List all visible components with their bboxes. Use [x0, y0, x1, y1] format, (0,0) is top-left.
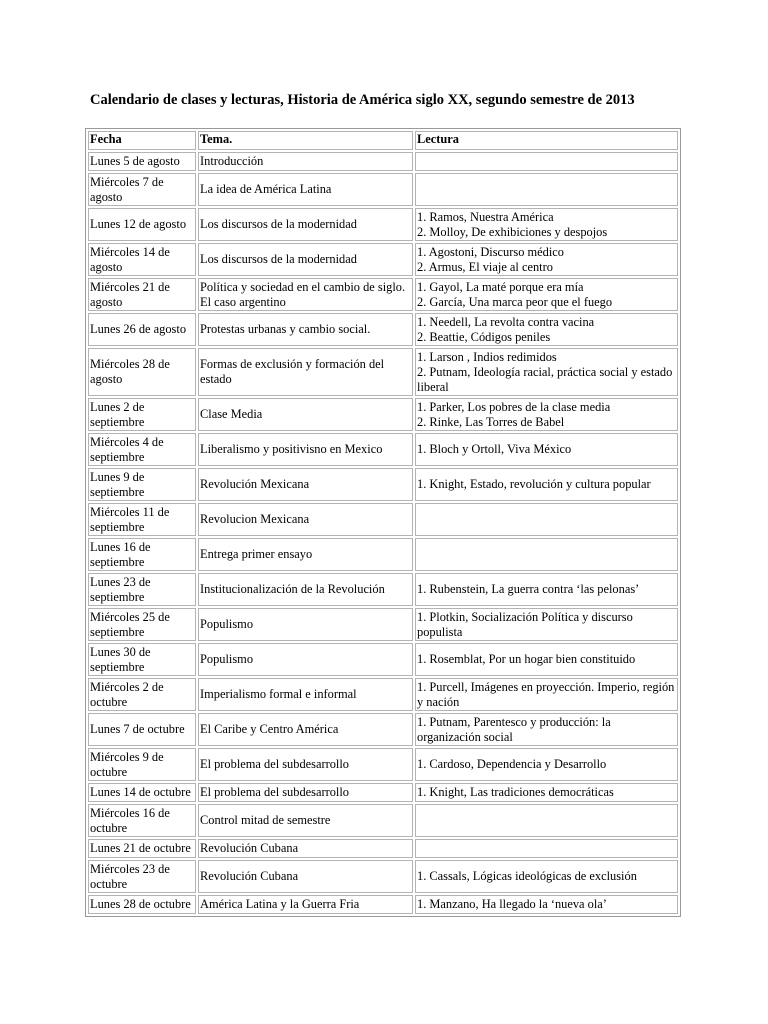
table-row — [88, 748, 678, 781]
cell-fecha: Miércoles 21 de agosto — [88, 278, 196, 311]
cell-lectura: 1. Knight, Las tradiciones democráticas — [415, 783, 678, 802]
cell-fecha: Lunes 16 de septiembre — [88, 538, 196, 571]
cell-lectura: 1. Agostoni, Discurso médico 2. Armus, El viaje al centro — [415, 243, 678, 276]
cell-tema: La idea de América Latina — [198, 173, 413, 206]
cell-lectura: 1. Needell, La revolta contra vacina 2. Beattie, Códigos peniles — [415, 313, 678, 346]
cell-tema: Los discursos de la modernidad — [198, 208, 413, 241]
cell-tema: Formas de exclusión y formación del estado — [198, 348, 413, 396]
cell-fecha: Lunes 2 de septiembre — [88, 398, 196, 431]
cell-lectura — [415, 804, 678, 837]
table-row — [88, 860, 678, 893]
table-row — [88, 243, 678, 276]
cell-fecha: Lunes 14 de octubre — [88, 783, 196, 802]
cell-tema: Clase Media — [198, 398, 413, 431]
cell-fecha: Lunes 12 de agosto — [88, 208, 196, 241]
cell-lectura: 1. Rubenstein, La guerra contra ‘las pelonas’ — [415, 573, 678, 606]
table-row — [88, 468, 678, 501]
table-row — [88, 152, 678, 171]
cell-lectura — [415, 173, 678, 206]
cell-fecha: Miércoles 9 de octubre — [88, 748, 196, 781]
cell-tema: Revolución Mexicana — [198, 468, 413, 501]
cell-lectura: 1. Larson , Indios redimidos 2. Putnam, Ideología racial, práctica social y estado liberal — [415, 348, 678, 396]
table-row — [88, 348, 678, 396]
cell-fecha: Lunes 9 de septiembre — [88, 468, 196, 501]
cell-tema: Introducción — [198, 152, 413, 171]
table-row — [88, 643, 678, 676]
cell-fecha: Miércoles 4 de septiembre — [88, 433, 196, 466]
header-lectura: Lectura — [415, 131, 678, 150]
cell-tema: Populismo — [198, 608, 413, 641]
cell-fecha: Miércoles 11 de septiembre — [88, 503, 196, 536]
cell-fecha: Lunes 23 de septiembre — [88, 573, 196, 606]
table-row — [88, 433, 678, 466]
cell-tema: Revolución Cubana — [198, 860, 413, 893]
cell-lectura: 1. Cardoso, Dependencia y Desarrollo — [415, 748, 678, 781]
table-row — [88, 839, 678, 858]
cell-tema: Imperialismo formal e informal — [198, 678, 413, 711]
cell-tema: Populismo — [198, 643, 413, 676]
cell-tema: América Latina y la Guerra Fria — [198, 895, 413, 914]
cell-tema: Institucionalización de la Revolución — [198, 573, 413, 606]
cell-lectura: 1. Purcell, Imágenes en proyección. Imperio, región y nación — [415, 678, 678, 711]
cell-tema: El problema del subdesarrollo — [198, 748, 413, 781]
table-row — [88, 608, 678, 641]
cell-fecha: Lunes 28 de octubre — [88, 895, 196, 914]
cell-lectura: 1. Cassals, Lógicas ideológicas de exclusión — [415, 860, 678, 893]
table-row — [88, 278, 678, 311]
table-row — [88, 538, 678, 571]
cell-tema: El problema del subdesarrollo — [198, 783, 413, 802]
cell-lectura — [415, 839, 678, 858]
cell-fecha: Lunes 5 de agosto — [88, 152, 196, 171]
table-row — [88, 678, 678, 711]
cell-lectura: 1. Ramos, Nuestra América 2. Molloy, De exhibiciones y despojos — [415, 208, 678, 241]
cell-fecha: Miércoles 23 de octubre — [88, 860, 196, 893]
cell-fecha: Miércoles 16 de octubre — [88, 804, 196, 837]
cell-lectura — [415, 503, 678, 536]
cell-tema: El Caribe y Centro América — [198, 713, 413, 746]
cell-lectura: 1. Knight, Estado, revolución y cultura popular — [415, 468, 678, 501]
cell-lectura: 1. Bloch y Ortoll, Viva México — [415, 433, 678, 466]
header-fecha: Fecha — [88, 131, 196, 150]
cell-lectura: 1. Putnam, Parentesco y producción: la organización social — [415, 713, 678, 746]
cell-tema: Política y sociedad en el cambio de siglo. El caso argentino — [198, 278, 413, 311]
document-title: Calendario de clases y lecturas, Historia de América siglo XX, segundo semestre de 2013 — [90, 92, 635, 108]
schedule-table — [85, 128, 681, 917]
cell-tema: Los discursos de la modernidad — [198, 243, 413, 276]
cell-lectura: 1. Plotkin, Socialización Política y discurso populista — [415, 608, 678, 641]
cell-tema: Revolucion Mexicana — [198, 503, 413, 536]
table-header-row — [88, 131, 678, 150]
cell-fecha: Lunes 21 de octubre — [88, 839, 196, 858]
header-tema: Tema. — [198, 131, 413, 150]
table-row — [88, 895, 678, 914]
table-row — [88, 398, 678, 431]
cell-tema: Revolución Cubana — [198, 839, 413, 858]
cell-fecha: Lunes 7 de octubre — [88, 713, 196, 746]
table-row — [88, 208, 678, 241]
table-row — [88, 313, 678, 346]
cell-fecha: Miércoles 7 de agosto — [88, 173, 196, 206]
cell-lectura — [415, 152, 678, 171]
cell-tema: Control mitad de semestre — [198, 804, 413, 837]
cell-fecha: Miércoles 25 de septiembre — [88, 608, 196, 641]
cell-lectura: 1. Parker, Los pobres de la clase media 2. Rinke, Las Torres de Babel — [415, 398, 678, 431]
table-row — [88, 713, 678, 746]
cell-tema: Liberalismo y positivisno en Mexico — [198, 433, 413, 466]
cell-fecha: Lunes 30 de septiembre — [88, 643, 196, 676]
table-row — [88, 503, 678, 536]
cell-fecha: Miércoles 2 de octubre — [88, 678, 196, 711]
cell-lectura: 1. Gayol, La maté porque era mía 2. García, Una marca peor que el fuego — [415, 278, 678, 311]
cell-tema: Protestas urbanas y cambio social. — [198, 313, 413, 346]
cell-fecha: Miércoles 14 de agosto — [88, 243, 196, 276]
cell-fecha: Lunes 26 de agosto — [88, 313, 196, 346]
cell-fecha: Miércoles 28 de agosto — [88, 348, 196, 396]
table-row — [88, 573, 678, 606]
table-row — [88, 804, 678, 837]
cell-lectura: 1. Manzano, Ha llegado la ‘nueva ola’ — [415, 895, 678, 914]
cell-lectura: 1. Rosemblat, Por un hogar bien constituido — [415, 643, 678, 676]
cell-tema: Entrega primer ensayo — [198, 538, 413, 571]
table-row — [88, 173, 678, 206]
cell-lectura — [415, 538, 678, 571]
table-row — [88, 783, 678, 802]
